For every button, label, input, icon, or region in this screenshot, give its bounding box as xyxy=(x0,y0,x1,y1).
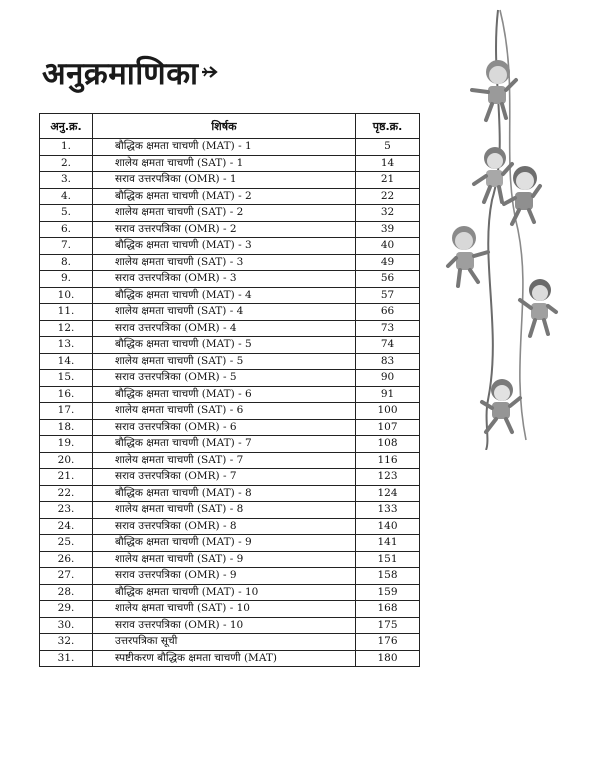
arrow-decoration-icon xyxy=(201,61,219,85)
entry-number: 6. xyxy=(40,221,93,238)
entry-page: 141 xyxy=(356,535,420,552)
table-row xyxy=(40,518,420,535)
entry-page: 49 xyxy=(356,254,420,271)
column-header-title: शिर्षक xyxy=(93,114,356,139)
table-row xyxy=(40,172,420,189)
entry-title: सराव उत्तरपत्रिका (OMR) - 2 xyxy=(93,221,356,238)
entry-title: शालेय क्षमता चाचणी (SAT) - 1 xyxy=(93,155,356,172)
entry-number: 13. xyxy=(40,337,93,354)
table-row xyxy=(40,568,420,585)
entry-number: 23. xyxy=(40,502,93,519)
entry-page: 133 xyxy=(356,502,420,519)
table-row xyxy=(40,386,420,403)
table-row xyxy=(40,436,420,453)
table-row xyxy=(40,238,420,255)
table-row xyxy=(40,452,420,469)
entry-title: शालेय क्षमता चाचणी (SAT) - 8 xyxy=(93,502,356,519)
entry-page: 158 xyxy=(356,568,420,585)
entry-title: सराव उत्तरपत्रिका (OMR) - 5 xyxy=(93,370,356,387)
table-row xyxy=(40,320,420,337)
entry-number: 32. xyxy=(40,634,93,651)
table-row xyxy=(40,353,420,370)
entry-number: 3. xyxy=(40,172,93,189)
entry-number: 20. xyxy=(40,452,93,469)
entry-title: बौद्धिक क्षमता चाचणी (MAT) - 6 xyxy=(93,386,356,403)
entry-title: सराव उत्तरपत्रिका (OMR) - 1 xyxy=(93,172,356,189)
entry-title: बौद्धिक क्षमता चाचणी (MAT) - 9 xyxy=(93,535,356,552)
entry-page: 14 xyxy=(356,155,420,172)
entry-page: 124 xyxy=(356,485,420,502)
entry-number: 29. xyxy=(40,601,93,618)
entry-page: 91 xyxy=(356,386,420,403)
page-title-text: अनुक्रमाणिका xyxy=(42,56,199,92)
table-row xyxy=(40,139,420,156)
entry-title: शालेय क्षमता चाचणी (SAT) - 2 xyxy=(93,205,356,222)
column-header-no: अनु.क्र. xyxy=(40,114,93,139)
table-row xyxy=(40,485,420,502)
entry-page: 22 xyxy=(356,188,420,205)
kids-climbing-rope-icon xyxy=(440,0,600,450)
entry-title: बौद्धिक क्षमता चाचणी (MAT) - 1 xyxy=(93,139,356,156)
entry-page: 180 xyxy=(356,650,420,667)
table-row xyxy=(40,188,420,205)
entry-title: सराव उत्तरपत्रिका (OMR) - 10 xyxy=(93,617,356,634)
entry-page: 21 xyxy=(356,172,420,189)
table-row xyxy=(40,634,420,651)
column-header-page: पृष्ठ.क्र. xyxy=(356,114,420,139)
entry-title: सराव उत्तरपत्रिका (OMR) - 3 xyxy=(93,271,356,288)
entry-title: स्पष्टीकरण बौद्धिक क्षमता चाचणी (MAT) xyxy=(93,650,356,667)
entry-page: 32 xyxy=(356,205,420,222)
entry-number: 10. xyxy=(40,287,93,304)
entry-title: बौद्धिक क्षमता चाचणी (MAT) - 3 xyxy=(93,238,356,255)
table-row xyxy=(40,205,420,222)
entry-title: बौद्धिक क्षमता चाचणी (MAT) - 2 xyxy=(93,188,356,205)
entry-number: 11. xyxy=(40,304,93,321)
entry-number: 15. xyxy=(40,370,93,387)
entry-title: शालेय क्षमता चाचणी (SAT) - 5 xyxy=(93,353,356,370)
entry-title: सराव उत्तरपत्रिका (OMR) - 8 xyxy=(93,518,356,535)
table-row xyxy=(40,617,420,634)
entry-page: 151 xyxy=(356,551,420,568)
contents-table xyxy=(39,113,420,667)
entry-number: 22. xyxy=(40,485,93,502)
entry-title: बौद्धिक क्षमता चाचणी (MAT) - 7 xyxy=(93,436,356,453)
page-title xyxy=(42,52,219,94)
entry-page: 66 xyxy=(356,304,420,321)
table-row xyxy=(40,502,420,519)
entry-title: सराव उत्तरपत्रिका (OMR) - 6 xyxy=(93,419,356,436)
entry-page: 108 xyxy=(356,436,420,453)
entry-page: 73 xyxy=(356,320,420,337)
entry-title: शालेय क्षमता चाचणी (SAT) - 6 xyxy=(93,403,356,420)
entry-number: 12. xyxy=(40,320,93,337)
entry-page: 57 xyxy=(356,287,420,304)
table-row xyxy=(40,271,420,288)
table-row xyxy=(40,155,420,172)
entry-number: 30. xyxy=(40,617,93,634)
table-row xyxy=(40,337,420,354)
entry-title: बौद्धिक क्षमता चाचणी (MAT) - 10 xyxy=(93,584,356,601)
entry-number: 24. xyxy=(40,518,93,535)
entry-number: 26. xyxy=(40,551,93,568)
table-row xyxy=(40,287,420,304)
entry-number: 5. xyxy=(40,205,93,222)
entry-page: 175 xyxy=(356,617,420,634)
table-row xyxy=(40,221,420,238)
entry-number: 17. xyxy=(40,403,93,420)
entry-number: 28. xyxy=(40,584,93,601)
entry-title: बौद्धिक क्षमता चाचणी (MAT) - 4 xyxy=(93,287,356,304)
entry-title: शालेय क्षमता चाचणी (SAT) - 4 xyxy=(93,304,356,321)
entry-page: 168 xyxy=(356,601,420,618)
entry-number: 1. xyxy=(40,139,93,156)
entry-number: 27. xyxy=(40,568,93,585)
entry-title: उत्तरपत्रिका सूची xyxy=(93,634,356,651)
table-row xyxy=(40,254,420,271)
entry-title: सराव उत्तरपत्रिका (OMR) - 7 xyxy=(93,469,356,486)
table-header-row xyxy=(40,114,420,139)
entry-title: बौद्धिक क्षमता चाचणी (MAT) - 8 xyxy=(93,485,356,502)
table-row xyxy=(40,535,420,552)
entry-title: शालेय क्षमता चाचणी (SAT) - 3 xyxy=(93,254,356,271)
entry-number: 31. xyxy=(40,650,93,667)
table-row xyxy=(40,584,420,601)
table-row xyxy=(40,370,420,387)
table-row xyxy=(40,601,420,618)
entry-page: 74 xyxy=(356,337,420,354)
entry-title: बौद्धिक क्षमता चाचणी (MAT) - 5 xyxy=(93,337,356,354)
entry-page: 107 xyxy=(356,419,420,436)
entry-title: शालेय क्षमता चाचणी (SAT) - 9 xyxy=(93,551,356,568)
entry-page: 116 xyxy=(356,452,420,469)
entry-number: 7. xyxy=(40,238,93,255)
entry-title: शालेय क्षमता चाचणी (SAT) - 10 xyxy=(93,601,356,618)
entry-number: 19. xyxy=(40,436,93,453)
contents-table-body xyxy=(40,139,420,667)
entry-title: शालेय क्षमता चाचणी (SAT) - 7 xyxy=(93,452,356,469)
entry-number: 25. xyxy=(40,535,93,552)
entry-page: 90 xyxy=(356,370,420,387)
table-row xyxy=(40,650,420,667)
table-row xyxy=(40,304,420,321)
entry-page: 100 xyxy=(356,403,420,420)
entry-page: 123 xyxy=(356,469,420,486)
entry-page: 83 xyxy=(356,353,420,370)
entry-number: 16. xyxy=(40,386,93,403)
entry-number: 2. xyxy=(40,155,93,172)
entry-number: 14. xyxy=(40,353,93,370)
entry-page: 140 xyxy=(356,518,420,535)
entry-page: 56 xyxy=(356,271,420,288)
entry-page: 159 xyxy=(356,584,420,601)
table-row xyxy=(40,469,420,486)
entry-number: 18. xyxy=(40,419,93,436)
entry-title: सराव उत्तरपत्रिका (OMR) - 9 xyxy=(93,568,356,585)
table-row xyxy=(40,403,420,420)
entry-title: सराव उत्तरपत्रिका (OMR) - 4 xyxy=(93,320,356,337)
entry-number: 8. xyxy=(40,254,93,271)
entry-page: 176 xyxy=(356,634,420,651)
entry-number: 9. xyxy=(40,271,93,288)
entry-page: 40 xyxy=(356,238,420,255)
entry-number: 21. xyxy=(40,469,93,486)
entry-number: 4. xyxy=(40,188,93,205)
table-row xyxy=(40,419,420,436)
entry-page: 39 xyxy=(356,221,420,238)
entry-page: 5 xyxy=(356,139,420,156)
table-row xyxy=(40,551,420,568)
